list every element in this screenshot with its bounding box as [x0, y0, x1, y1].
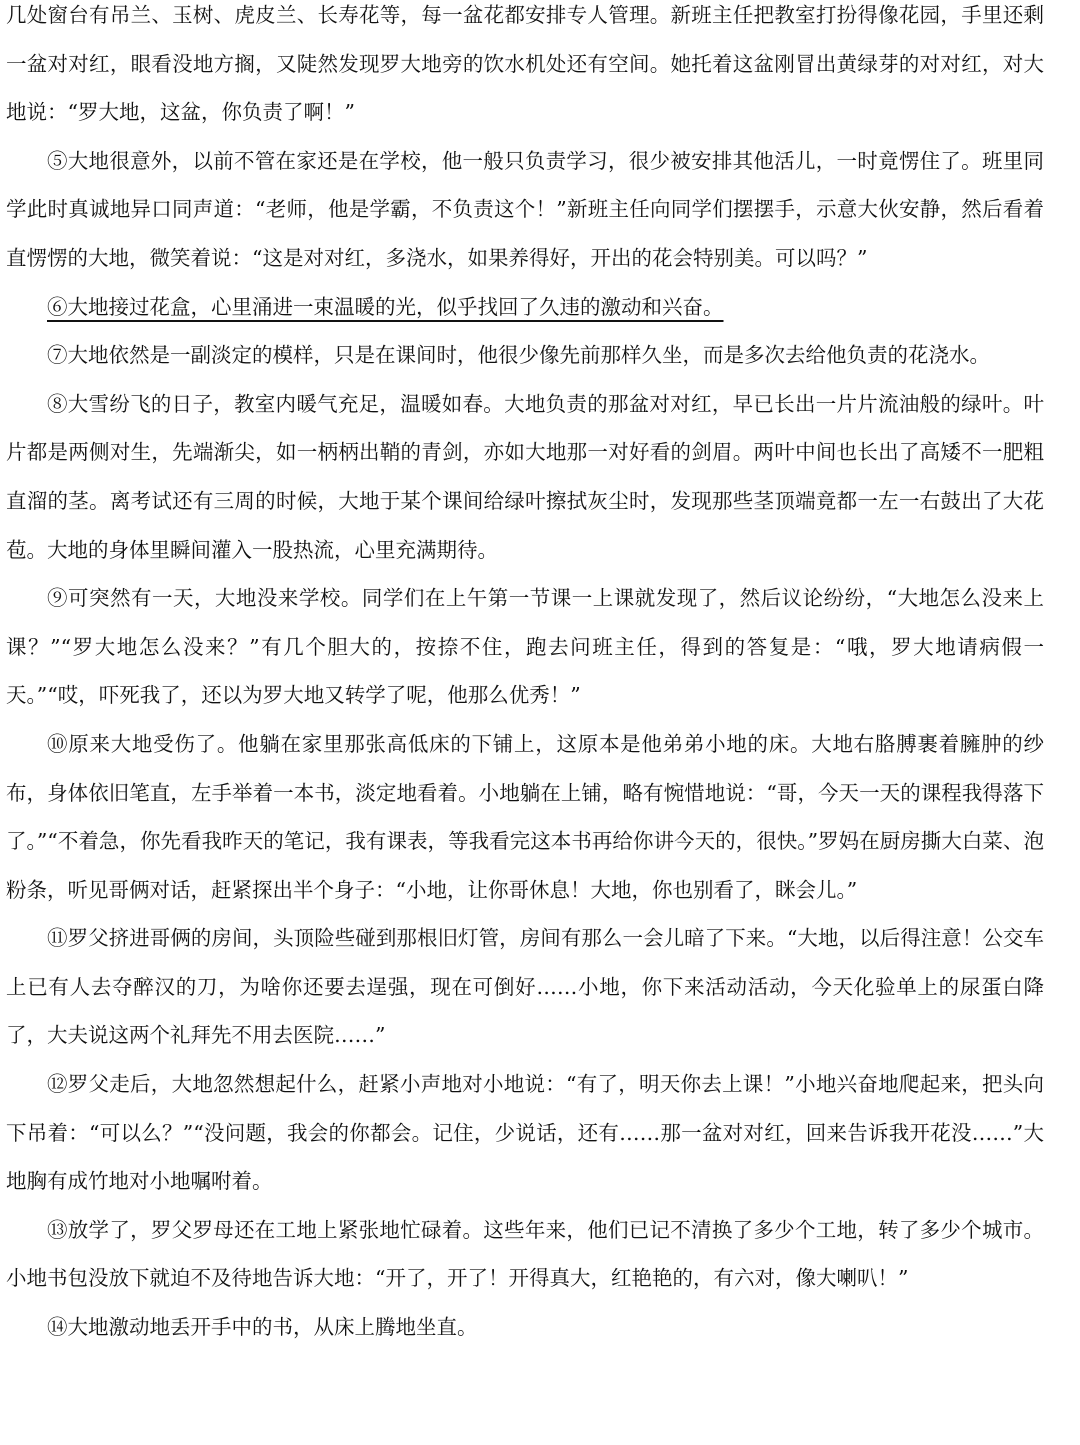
paragraph-4-continued	[6, 0, 1044, 137]
paragraph-number: ⑤	[47, 148, 68, 173]
paragraph-text: 可突然有一天，大地没来学校。同学们在上午第一节课一上课就发现了，然后议论纷纷，“大地怎么没来上课？”“罗大地怎么没来？”有几个胆大的，按捺不住，跑去问班主任，得到的答复是：“哦，罗大地请病假一天。”“哎，吓死我了，还以为罗大地又转学了呢，他那么优秀！”	[6, 586, 1045, 708]
paragraph-number: ⑫	[47, 1072, 68, 1097]
paragraph-number: ⑩	[47, 731, 69, 756]
paragraph-number: ⑬	[47, 1217, 68, 1242]
paragraph-number: ⑦	[47, 343, 68, 368]
paragraph-13	[6, 1206, 1044, 1303]
paragraph-7	[6, 331, 1044, 380]
paragraph-text: 大地激动地丢开手中的书，从床上腾地坐直。	[67, 1315, 478, 1340]
paragraph-text: 罗父挤进哥俩的房间，头顶险些碰到那根旧灯管，房间有那么一会儿暗了下来。“大地，以后得注意！公交车上已有人去夺醉汉的刀，为啥你还要去逞强，现在可倒好……小地，你下来活动活动，今天化验单上的尿蛋白降了，大夫说这两个礼拜先不用去医院……”	[6, 926, 1045, 1048]
paragraph-10	[6, 720, 1044, 914]
paragraph-text: 罗父走后，大地忽然想起什么，赶紧小声地对小地说：“有了，明天你去上课！”小地兴奋地爬起来，把头向下吊着：“可以么？”“没问题，我会的你都会。记住，少说话，还有……那一盆对对红，回来告诉我开花没……”大地胸有成竹地对小地嘱咐着。	[6, 1072, 1044, 1194]
paragraph-6	[6, 283, 1044, 332]
paragraph-number: ⑪	[47, 926, 68, 951]
paragraph-text: 大地很意外，以前不管在家还是在学校，他一般只负责学习，很少被安排其他活儿，一时竟愣住了。班里同学此时真诚地异口同声道：“老师，他是学霸，不负责这个！”新班主任向同学们摆摆手，示意大伙安静，然后看着直愣愣的大地，微笑着说：“这是对对红，多浇水，如果养得好，开出的花会特别美。可以吗？”	[6, 148, 1045, 270]
article-body	[6, 0, 1044, 1352]
paragraph-12	[6, 1060, 1044, 1206]
underlined-sentence	[47, 295, 724, 319]
paragraph-text: 大雪纷飞的日子，教室内暖气充足，温暖如春。大地负责的那盆对对红，早已长出一片片流油般的绿叶。叶片都是两侧对生，先端渐尖，如一柄柄出鞘的青剑，亦如大地那一对好看的剑眉。两叶中间也长出了高矮不一肥粗直溜的茎。离考试还有三周的时候，大地于某个课间给绿叶擦拭灰尘时，发现那些茎顶端竟都一左一右鼓出了大花苞。大地的身体里瞬间灌入一股热流，心里充满期待。	[6, 391, 1045, 562]
paragraph-text: 几处窗台有吊兰、玉树、虎皮兰、长寿花等，每一盆花都安排专人管理。新班主任把教室打扮得像花园，手里还剩一盆对对红，眼看没地方搁，又陡然发现罗大地旁的饮水机处还有空间。她托着这盆刚冒出黄绿芽的对对红，对大地说：“罗大地，这盆，你负责了啊！”	[6, 3, 1044, 125]
paragraph-5	[6, 137, 1044, 283]
paragraph-text: 大地依然是一副淡定的模样，只是在课间时，他很少像先前那样久坐，而是多次去给他负责的花浇水。	[67, 343, 990, 368]
paragraph-text: 大地接过花盒，心里涌进一束温暖的光，似乎找回了久违的激动和兴奋。	[67, 294, 724, 319]
paragraph-number: ⑥	[47, 294, 68, 319]
paragraph-number: ⑨	[47, 586, 68, 611]
paragraph-11	[6, 914, 1044, 1060]
paragraph-text: 放学了，罗父罗母还在工地上紧张地忙碌着。这些年来，他们已记不清换了多少个工地，转了多少个城市。小地书包没放下就迫不及待地告诉大地：“开了，开了！开得真大，红艳艳的，有六对，像大喇叭！”	[6, 1217, 1045, 1291]
paragraph-number: ⑧	[47, 391, 68, 416]
paragraph-text: 原来大地受伤了。他躺在家里那张高低床的下铺上，这原本是他弟弟小地的床。大地右胳膊裹着臃肿的纱布，身体依旧笔直，左手举着一本书，淡定地看着。小地躺在上铺，略有惋惜地说：“哥，今天一天的课程我得落下了。”“不着急，你先看我昨天的笔记，我有课表，等我看完这本书再给你讲今天的，很快。”罗妈在厨房撕大白菜、泡粉条，听见哥俩对话，赶紧探出半个身子：“小地，让你哥休息！大地，你也别看了，眯会儿。”	[6, 731, 1045, 902]
paragraph-number: ⑭	[47, 1315, 68, 1340]
paragraph-14	[6, 1303, 1044, 1352]
paragraph-8	[6, 380, 1044, 574]
paragraph-9	[6, 574, 1044, 720]
